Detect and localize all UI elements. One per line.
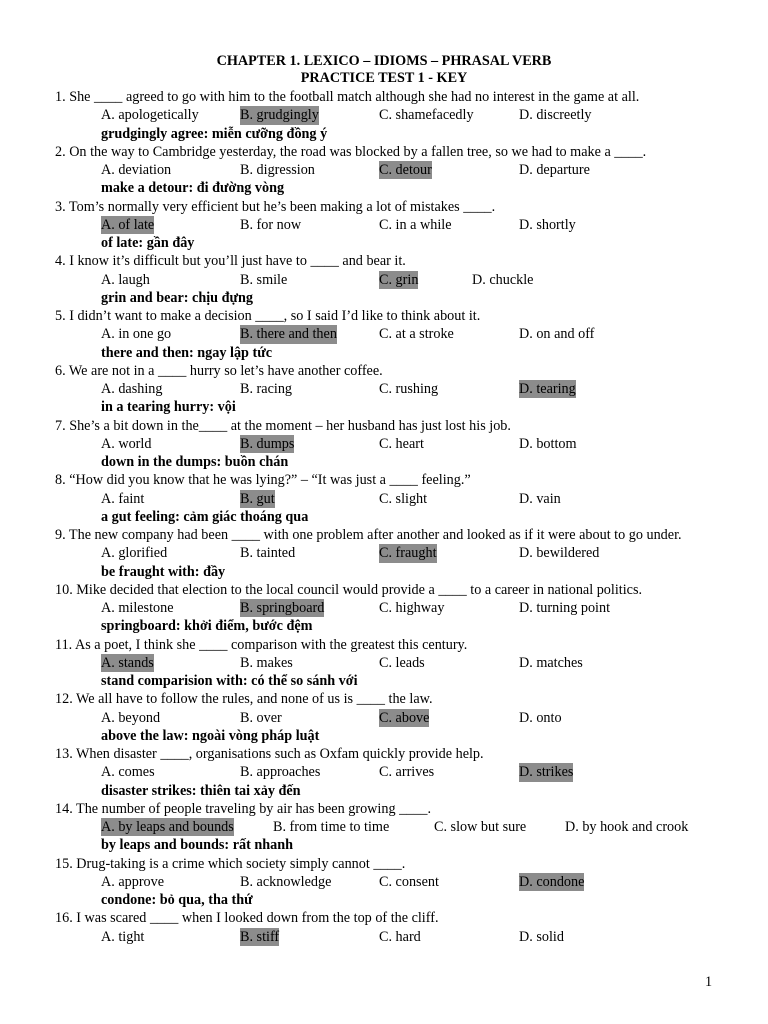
answer-options [101,544,768,562]
question-stem: 6. We are not in a ____ hurry so let’s have another coffee. [55,362,383,379]
answer-option: A. faint [101,490,145,507]
answer-explanation: springboard: khởi điểm, bước đệm [101,618,313,635]
answer-option: B. for now [240,216,302,233]
answer-explanation: by leaps and bounds: rất nhanh [101,837,294,854]
answer-option: B. tainted [240,545,296,562]
answer-option: C. hard [379,928,421,945]
question-stem: 5. I didn’t want to make a decision ____, so I said I’d like to think about it. [55,308,481,324]
answer-option: C. shamefacedly [379,107,474,124]
answer-option: D. bottom [519,435,577,452]
answer-option: B. over [240,709,282,726]
answer-explanation: be fraught with: đầy [101,563,226,580]
answer-option: D. departure [519,162,590,178]
answer-option: D. discreetly [519,107,592,124]
answer-option: C. highway [379,600,445,616]
answer-option: A. apologetically [101,107,199,124]
answer-options [101,216,768,234]
answer-option: B. approaches [240,764,321,781]
answer-option: A. in one go [101,326,172,343]
answer-explanation: grudgingly agree: miễn cưỡng đồng ý [101,125,328,142]
question-item [55,198,768,253]
answer-option: D. shortly [519,216,576,233]
answer-options [101,435,768,453]
question-stem: 9. The new company had been ____ with one problem after another and looked as if it were about to go under. [55,527,682,543]
answer-option: C. leads [379,654,425,671]
answer-option: A. laugh [101,271,150,288]
answer-option: A. milestone [101,600,174,616]
correct-answer-option: B. dumps [240,435,295,452]
answer-option: C. at a stroke [379,326,454,343]
answer-explanation: of late: gần đây [101,235,195,251]
correct-answer-option: C. fraught [379,545,437,562]
question-item [55,417,768,472]
correct-answer-option: B. springboard [240,600,325,616]
answer-options [101,928,768,946]
question-item [55,909,768,946]
question-stem: 10. Mike decided that election to the local council would provide a ____ to a career in national politics. [55,581,643,598]
question-item [55,143,768,198]
question-item [55,307,768,362]
question-item [55,362,768,417]
question-list [55,88,768,946]
correct-answer-option: B. grudgingly [240,107,319,124]
correct-answer-option: C. detour [379,162,432,178]
page-number: 1 [705,974,713,990]
correct-answer-option: A. stands [101,654,154,671]
answer-option: C. slight [379,490,428,507]
answer-option: B. from time to time [273,819,390,835]
test-title: PRACTICE TEST 1 - KEY [300,70,468,86]
answer-option: C. rushing [379,381,439,397]
question-item [55,471,768,526]
answer-options [101,161,768,179]
correct-answer-option: C. above [379,709,430,726]
answer-option: D. onto [519,709,562,726]
answer-option: A. tight [101,928,145,945]
answer-option: D. matches [519,654,583,671]
question-item [55,690,768,745]
answer-option: A. approve [101,873,165,890]
question-stem: 11. As a poet, I think she ____ comparison with the greatest this century. [55,636,468,653]
answer-options [101,709,768,727]
answer-option: B. smile [240,271,288,288]
question-stem: 1. She ____ agreed to go with him to the football match although she had no interest in the game at all. [55,89,640,105]
question-stem: 4. I know it’s difficult but you’ll just have to ____ and bear it. [55,253,406,270]
answer-options [101,106,768,124]
answer-explanation: in a tearing hurry: vội [101,399,236,416]
correct-answer-option: B. there and then [240,326,337,343]
question-stem: 16. I was scared ____ when I looked down from the top of the cliff. [55,910,439,927]
correct-answer-option: C. grin [379,271,419,288]
answer-options [101,873,768,891]
answer-options [101,654,768,672]
correct-answer-option: A. by leaps and bounds [101,819,234,835]
answer-options [101,325,768,343]
answer-options [101,380,768,398]
correct-answer-option: D. strikes [519,764,574,781]
answer-explanation: make a detour: đi đường vòng [101,180,285,197]
correct-answer-option: B. stiff [240,928,280,945]
answer-explanation: stand comparision with: có thể so sánh với [101,673,358,689]
answer-option: B. racing [240,381,293,397]
question-item [55,855,768,910]
answer-explanation: disaster strikes: thiên tai xảy đến [101,782,301,799]
answer-option: B. acknowledge [240,873,332,890]
answer-option: D. bewildered [519,545,600,562]
question-stem: 2. On the way to Cambridge yesterday, the road was blocked by a fallen tree, so we had to make a ____. [55,143,647,160]
question-stem: 15. Drug-taking is a crime which society simply cannot ____. [55,855,406,872]
answer-option: B. digression [240,162,315,178]
correct-answer-option: D. tearing [519,381,576,397]
answer-explanation: condone: bỏ qua, tha thứ [101,892,253,908]
correct-answer-option: A. of late [101,216,155,233]
answer-option: A. comes [101,764,155,781]
answer-options [101,599,768,617]
answer-explanation: down in the dumps: buồn chán [101,454,289,470]
answer-options [101,763,768,781]
question-item [55,636,768,691]
question-stem: 3. Tom’s normally very efficient but he’s been making a lot of mistakes ____. [55,198,496,215]
answer-explanation: a gut feeling: cảm giác thoáng qua [101,508,309,525]
answer-option: C. heart [379,435,424,452]
answer-option: A. beyond [101,709,161,726]
question-stem: 14. The number of people traveling by air has been growing ____. [55,800,432,817]
answer-option: A. deviation [101,162,172,178]
answer-option: A. dashing [101,381,163,397]
answer-option: C. arrives [379,764,435,781]
question-item [55,581,768,636]
answer-option: C. slow but sure [434,819,527,835]
answer-explanation: grin and bear: chịu đựng [101,289,253,306]
question-item [55,252,768,307]
correct-answer-option: B. gut [240,490,275,507]
question-item [55,526,768,581]
chapter-title: CHAPTER 1. LEXICO – IDIOMS – PHRASAL VERB [216,53,552,69]
answer-option: C. in a while [379,216,452,233]
question-item [55,800,768,855]
question-stem: 8. “How did you know that he was lying?” – “It was just a ____ feeling.” [55,472,471,489]
question-stem: 12. We all have to follow the rules, and none of us is ____ the law. [55,691,433,708]
answer-option: C. consent [379,873,439,890]
answer-option: D. turning point [519,600,611,616]
answer-option: A. world [101,435,152,452]
answer-explanation: there and then: ngay lập tức [101,344,273,361]
answer-option: D. vain [519,490,561,507]
question-stem: 7. She’s a bit down in the____ at the moment – her husband has just lost his job. [55,417,511,434]
answer-option: D. solid [519,928,564,945]
answer-options [101,818,768,836]
question-stem: 13. When disaster ____, organisations such as Oxfam quickly provide help. [55,746,484,762]
answer-options [101,271,768,289]
question-item [55,88,768,143]
answer-explanation: above the law: ngoài vòng pháp luật [101,727,320,744]
question-item [55,745,768,800]
answer-option: B. makes [240,654,293,671]
answer-option: D. on and off [519,326,595,343]
answer-option: D. chuckle [472,271,534,288]
answer-options [101,490,768,508]
answer-option: A. glorified [101,545,168,562]
correct-answer-option: D. condone [519,873,585,890]
answer-option: D. by hook and crook [565,819,689,835]
